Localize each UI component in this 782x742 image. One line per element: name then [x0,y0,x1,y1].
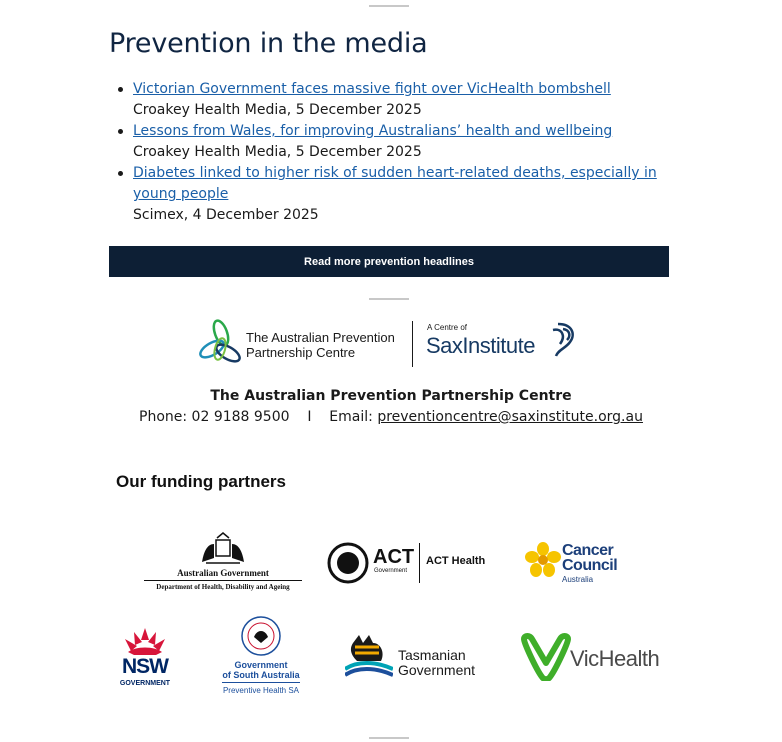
vichealth-name: VicHealth [570,646,660,671]
appc-name-line1: The Australian Prevention [246,330,395,345]
contact-email-link[interactable]: preventioncentre@saxinstitute.org.au [377,409,643,425]
partner-tasmanian-government [345,633,477,681]
tas-line2: Government [398,662,476,678]
sax-prefix: A Centre of [427,323,468,332]
section-title: Prevention in the media [109,28,428,59]
act-health-name: ACT Health [426,555,486,567]
vichealth-v-icon [520,633,572,681]
sa-rule [222,682,300,683]
waratah-icon [116,626,174,656]
partner-cancer-council [525,542,618,586]
read-more-button[interactable]: Read more prevention headlines [109,246,669,277]
news-item [133,121,693,163]
nsw-sub: GOVERNMENT [119,680,171,687]
sa-piping-shrike-icon [240,615,282,657]
news-item [133,163,693,226]
contact-separator: I [307,409,312,425]
contact-email-label: Email: [329,409,373,425]
sa-line3: Preventive Health SA [222,686,300,695]
tas-line1: Tasmanian [398,647,466,663]
news-source-2: Croakey Health Media, 5 December 2025 [133,144,422,160]
cancer-line1: Cancer [562,542,614,559]
appc-sax-logo [198,319,580,369]
bottom-divider [369,737,409,739]
appc-name-line2: Partnership Centre [246,345,356,360]
cancer-line3: Australia [562,575,594,584]
news-source-1: Croakey Health Media, 5 December 2025 [133,102,422,118]
partner-act-health [327,541,489,585]
act-name: ACT [373,546,415,568]
sa-line2: of South Australia [222,670,300,680]
partner-australian-government [144,532,302,594]
cancer-line2: Council [562,557,618,574]
news-link-3[interactable]: Diabetes linked to higher risk of sudden heart-related deaths, especially in young people [133,165,657,202]
coat-of-arms-icon [198,532,248,566]
middle-divider [369,298,409,300]
contact-phone: Phone: 02 9188 9500 [139,409,290,425]
act-sub: Government [374,568,408,574]
partner-nsw-government [116,626,174,688]
appc-swirl-icon [198,319,244,369]
partners-title: Our funding partners [116,472,286,491]
act-crest-icon [327,542,369,584]
aus-gov-rule [144,580,302,581]
nsw-name: NSW [122,655,168,678]
sa-line1: Government [234,660,288,670]
daffodil-icon [525,542,561,578]
partner-vichealth [520,633,664,681]
sax-swirl-icon [550,320,580,358]
sax-name: SaxInstitute [426,333,535,358]
news-link-1[interactable]: Victorian Government faces massive fight over VicHealth bombshell [133,81,611,97]
logo-divider [412,321,413,367]
top-divider [369,5,409,7]
partner-south-australia [216,615,306,699]
aus-gov-name: Australian Government [177,568,269,578]
news-source-3: Scimex, 4 December 2025 [133,207,319,223]
news-item [133,79,693,121]
tasmanian-tiger-icon [345,633,393,679]
contact-org-name: The Australian Prevention Partnership Centre [210,388,572,404]
news-link-2[interactable]: Lessons from Wales, for improving Australians’ health and wellbeing [133,123,613,139]
act-divider [419,543,420,583]
aus-gov-dept: Department of Health, Disability and Ageing [156,583,290,591]
news-list [109,79,693,226]
contact-details [0,409,782,425]
